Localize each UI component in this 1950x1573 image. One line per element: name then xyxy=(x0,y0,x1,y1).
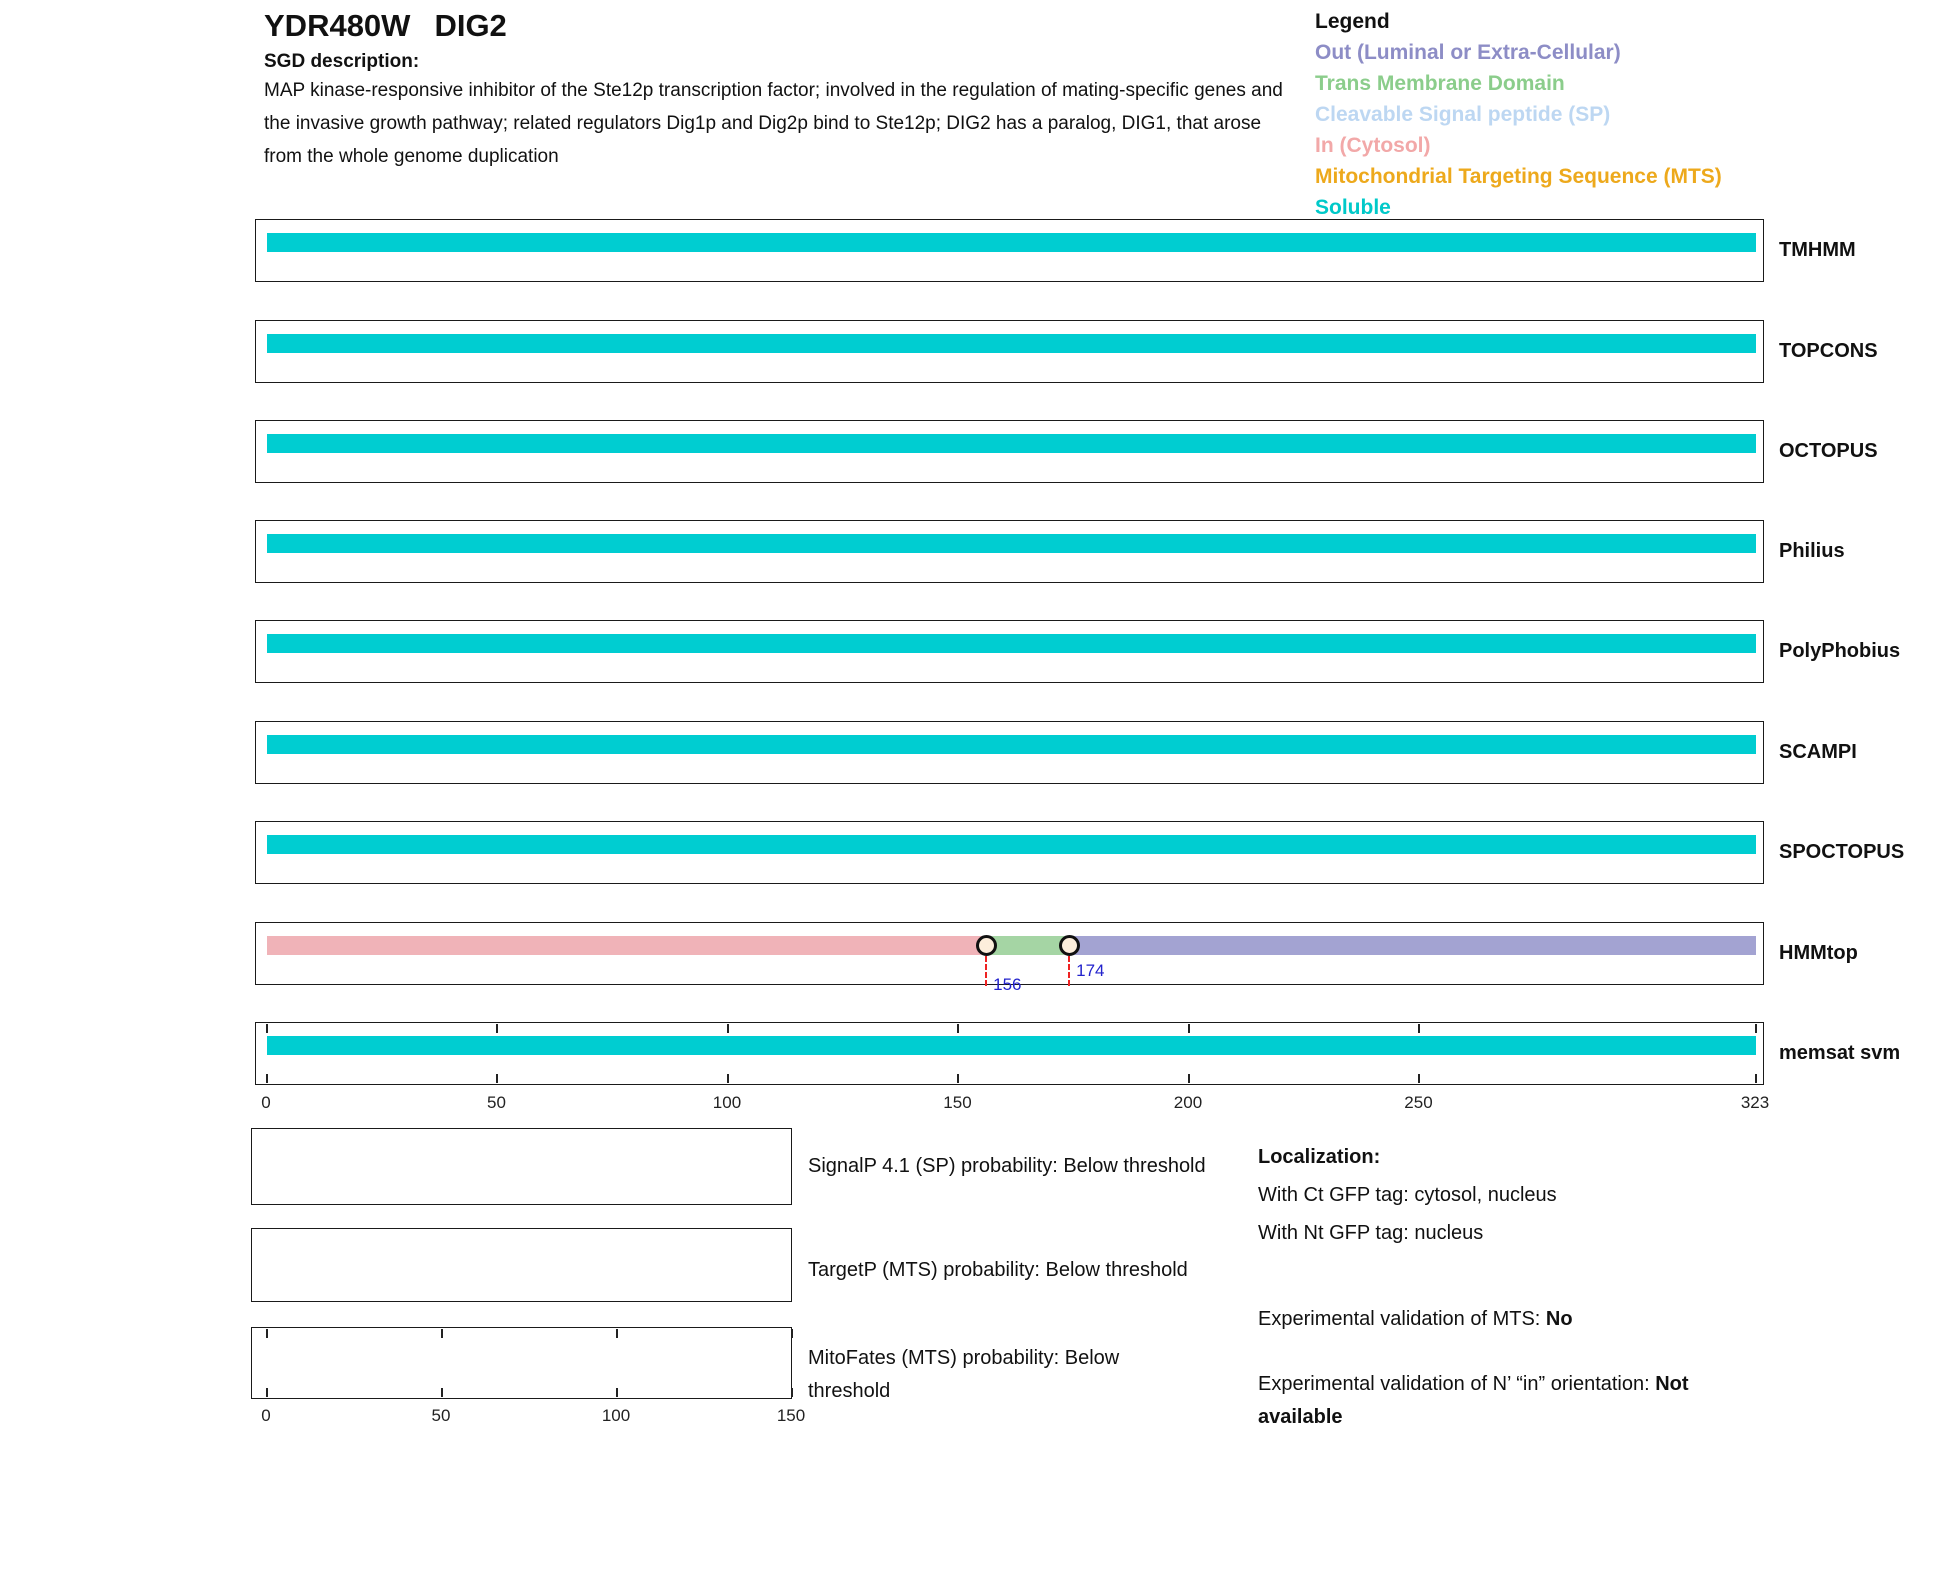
topology-segment-in xyxy=(267,936,986,955)
mitofates-result-text: MitoFates (MTS) probability: Below threshold xyxy=(808,1347,1120,1402)
topology-segment-soluble xyxy=(267,835,1756,854)
track-plot-area xyxy=(255,821,1764,884)
axis-tick-label: 150 xyxy=(776,1406,806,1425)
tm-boundary-marker xyxy=(1059,935,1080,956)
mts-validation-label: Experimental validation of MTS: xyxy=(1258,1308,1546,1330)
topology-segment-out xyxy=(1069,936,1756,955)
axis-tick xyxy=(616,1388,618,1397)
orientation-validation-label: Experimental validation of N’ “in” orientation: xyxy=(1258,1373,1656,1395)
topology-segment-soluble xyxy=(267,735,1756,754)
axis-tick xyxy=(266,1074,268,1083)
track-label-spoctopus: SPOCTOPUS xyxy=(1779,841,1905,863)
axis-tick xyxy=(1188,1024,1190,1033)
axis-tick xyxy=(791,1388,793,1397)
axis-tick xyxy=(441,1388,443,1397)
axis-tick xyxy=(1418,1024,1420,1033)
track-plot-area xyxy=(255,520,1764,583)
legend-entry-soluble: Soluble xyxy=(1315,196,1391,219)
localization-nt-gfp: With Nt GFP tag: nucleus xyxy=(1258,1222,1484,1244)
axis-tick xyxy=(441,1329,443,1338)
track-row-tmhmm xyxy=(255,219,1856,282)
localization-heading: Localization: xyxy=(1258,1146,1381,1168)
sgd-description-heading: SGD description: xyxy=(264,51,420,72)
tm-boundary-marker xyxy=(976,935,997,956)
axis-tick-label: 200 xyxy=(1173,1093,1203,1112)
gene-name: DIG2 xyxy=(434,8,507,43)
legend xyxy=(1315,6,1722,223)
track-label-tmhmm: TMHMM xyxy=(1779,239,1856,261)
axis-tick xyxy=(1418,1074,1420,1083)
legend-entry-in-cytosol: In (Cytosol) xyxy=(1315,134,1431,157)
topology-segment-tm xyxy=(986,936,1069,955)
track-label-scampi: SCAMPI xyxy=(1779,741,1857,763)
signalp-plot-box xyxy=(251,1128,792,1205)
orientation-validation-line xyxy=(1258,1368,1738,1434)
axis-tick xyxy=(791,1329,793,1338)
topology-segment-soluble xyxy=(267,334,1756,353)
legend-entry-mts: Mitochondrial Targeting Sequence (MTS) xyxy=(1315,165,1722,188)
axis-tick-label: 323 xyxy=(1740,1093,1770,1112)
track-label-polyphobius: PolyPhobius xyxy=(1779,640,1901,662)
track-row-octopus xyxy=(255,420,1878,483)
orf-name: YDR480W xyxy=(264,8,411,43)
topology-segment-soluble xyxy=(267,534,1756,553)
legend-title: Legend xyxy=(1315,10,1390,33)
track-row-hmmtop xyxy=(255,922,1858,994)
track-row-spoctopus xyxy=(255,821,1905,884)
track-row-scampi xyxy=(255,721,1857,784)
localization-ct-gfp: With Ct GFP tag: cytosol, nucleus xyxy=(1258,1184,1557,1206)
mts-validation-value: No xyxy=(1545,1308,1573,1330)
axis-tick xyxy=(1755,1024,1757,1033)
track-plot-area xyxy=(255,721,1764,784)
axis-tick xyxy=(957,1074,959,1083)
boundary-position-label: 174 xyxy=(1076,961,1105,980)
track-label-philius: Philius xyxy=(1779,540,1845,562)
track-plot-area xyxy=(255,620,1764,683)
track-row-polyphobius xyxy=(255,620,1901,683)
axis-tick xyxy=(1755,1074,1757,1083)
legend-entry-out: Out (Luminal or Extra-Cellular) xyxy=(1315,41,1621,64)
axis-tick xyxy=(1188,1074,1190,1083)
targetp-result-text: TargetP (MTS) probability: Below threshold xyxy=(808,1259,1188,1281)
boundary-dash-line xyxy=(985,956,987,986)
track-label-hmmtop: HMMtop xyxy=(1779,942,1858,964)
topology-segment-soluble xyxy=(267,233,1756,252)
mts-validation-line xyxy=(1258,1308,1573,1331)
axis-tick xyxy=(266,1329,268,1338)
track-label-octopus: OCTOPUS xyxy=(1779,440,1878,462)
axis-tick xyxy=(727,1024,729,1033)
axis-tick-label: 100 xyxy=(712,1093,742,1112)
legend-entry-signal-peptide: Cleavable Signal peptide (SP) xyxy=(1315,103,1611,126)
axis-tick xyxy=(616,1329,618,1338)
page-title xyxy=(264,8,507,44)
sgd-description-text: MAP kinase-responsive inhibitor of the Ste12p transcription factor; involved in the regulation of mating-specific genes and the invasive growth pathway; related regulators Dig1p and Dig2p bind to Ste12p; DIG2 has a paralog, DIG1, that arose from the whole genome duplication xyxy=(264,80,1283,167)
track-label-memsat-svm: memsat svm xyxy=(1779,1042,1901,1064)
track-plot-area xyxy=(255,219,1764,282)
signalp-result-text: SignalP 4.1 (SP) probability: Below threshold xyxy=(808,1155,1206,1177)
track-plot-area xyxy=(255,320,1764,383)
axis-tick xyxy=(496,1074,498,1083)
track-plot-area xyxy=(255,420,1764,483)
topology-segment-soluble xyxy=(267,634,1756,653)
axis-tick-label: 50 xyxy=(431,1406,451,1425)
track-row-topcons xyxy=(255,320,1878,383)
mitofates-axis xyxy=(251,1406,811,1428)
orientation-validation-value: Not available xyxy=(1258,1373,1689,1428)
axis-tick xyxy=(266,1024,268,1033)
track-row-philius xyxy=(255,520,1845,583)
targetp-plot-box xyxy=(251,1228,792,1302)
track-label-topcons: TOPCONS xyxy=(1779,340,1878,362)
axis-tick-label: 250 xyxy=(1404,1093,1433,1112)
axis-tick xyxy=(266,1388,268,1397)
legend-entry-transmembrane: Trans Membrane Domain xyxy=(1315,72,1565,95)
track-row-memsat-svm xyxy=(255,1022,1901,1085)
axis-tick xyxy=(957,1024,959,1033)
mitofates-plot-box xyxy=(251,1327,792,1399)
residue-axis xyxy=(255,1093,1770,1115)
track-plot-area xyxy=(255,922,1764,994)
topology-segment-soluble xyxy=(267,434,1756,453)
axis-tick-label: 0 xyxy=(261,1406,271,1425)
axis-tick xyxy=(727,1074,729,1083)
axis-tick-label: 150 xyxy=(943,1093,972,1112)
boundary-dash-line xyxy=(1068,956,1070,986)
axis-tick-label: 0 xyxy=(261,1093,271,1112)
axis-tick-label: 50 xyxy=(487,1093,506,1112)
track-plot-area xyxy=(255,1022,1764,1085)
axis-tick-label: 100 xyxy=(601,1406,631,1425)
boundary-position-label: 156 xyxy=(993,975,1022,994)
topology-segment-soluble xyxy=(267,1036,1756,1055)
axis-tick xyxy=(496,1024,498,1033)
